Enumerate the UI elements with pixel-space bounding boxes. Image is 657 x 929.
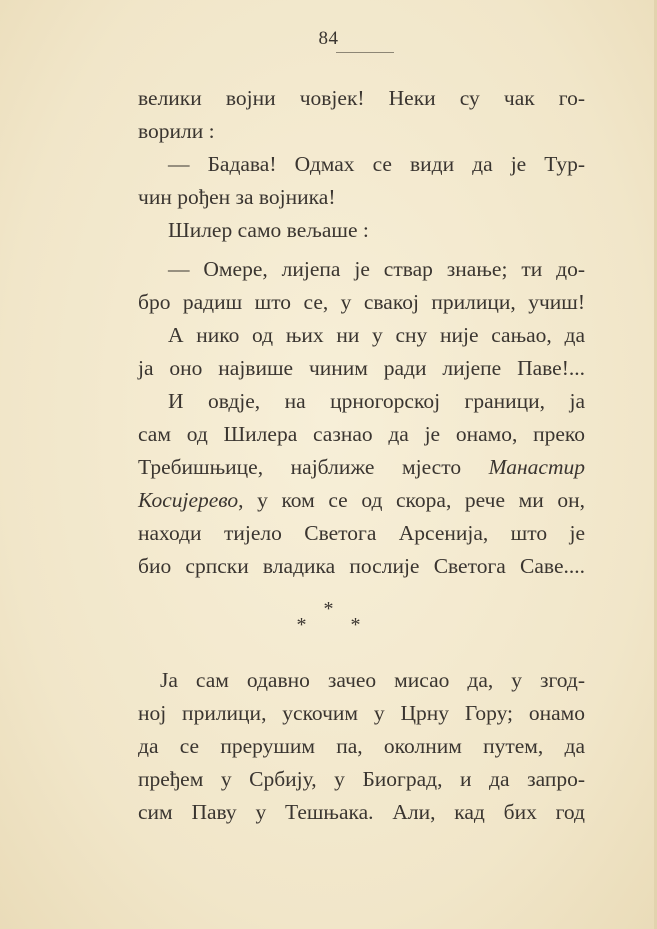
text-segment: , у ком се од скора, рече ми он, [238, 488, 585, 512]
text-line: пређем у Србију, у Биоград, и да запро- [138, 767, 585, 791]
section-ornament-left: * [296, 614, 307, 636]
text-line: И овдје, на црногорској граници, ја [168, 389, 585, 413]
section-ornament-right: * [350, 614, 361, 636]
italic-place-name: Манастир [488, 455, 585, 479]
text-line: ворили : [138, 119, 215, 143]
page-number: 84 [318, 28, 339, 49]
text-line: да се прерушим па, околним путем, да [138, 734, 585, 758]
header-rule [336, 52, 394, 53]
italic-place-name: Косијерево [138, 488, 239, 512]
section-ornament-top: * [323, 598, 334, 620]
text-line: Ја сам одавно зачео мисао да, у згод- [160, 668, 585, 692]
text-line: А нико од њих ни у сну није сањао, да [168, 323, 585, 347]
text-line: чин рођен за војника! [138, 185, 336, 209]
text-line: сим Паву у Тешњака. Али, кад бих год [138, 800, 585, 824]
text-line: находи тијело Светога Арсенија, што је [138, 521, 585, 545]
text-line [138, 451, 585, 484]
text-line: сам од Шилера сазнао да је онамо, преко [138, 422, 585, 446]
text-line: — Омере, лијепа је ствар знање; ти до- [168, 257, 585, 281]
text-line: ја оно највише чиним ради лијепе Паве!... [138, 356, 585, 380]
text-line: — Бадава! Одмах се види да је Тур- [168, 152, 585, 176]
text-segment: Требишњице, најближе мјесто [138, 455, 489, 479]
text-line: ној прилици, ускочим у Црну Гору; онамо [138, 701, 585, 725]
text-line: био српски владика послије Светога Саве.... [138, 554, 585, 578]
text-line: Шилер само вељаше : [168, 218, 369, 242]
text-line: велики војни човјек! Неки су чак го- [138, 86, 585, 110]
text-line: бро радиш што се, у свакој прилици, учиш! [138, 290, 585, 314]
text-line [138, 484, 585, 517]
